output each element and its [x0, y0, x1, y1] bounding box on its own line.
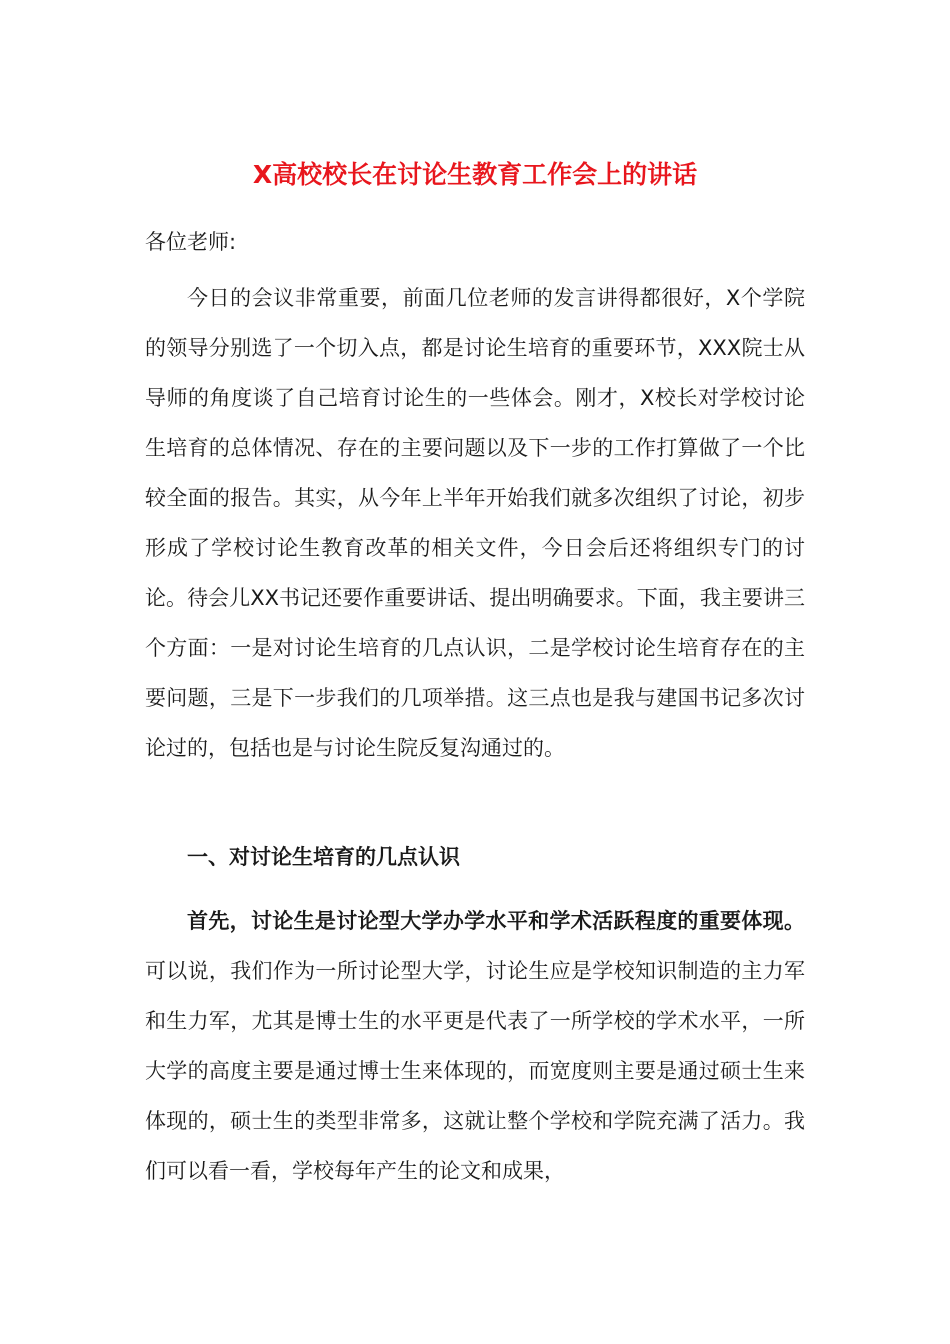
section-heading-1-text: 一、对讨论生培育的几点认识	[187, 845, 460, 869]
paragraph-intro: 今日的会议非常重要，前面几位老师的发言讲得都很好，X个学院的领导分别选了一个切入点，都是讨论生培育的重要环节，XXX院士从导师的角度谈了自己培育讨论生的一些体会。刚才，X校长对学校讨论生培育的总体情况、存在的主要问题以及下一步的工作打算做了一个比较全面的报告。其实，从今年上半年开始我们就多次组织了讨论，初步形成了学校讨论生教育改革的相关文件，今日会后还将组织专门的讨论。待会儿XX书记还要作重要讲话、提出明确要求。下面，我主要讲三个方面：一是对讨论生培育的几点认识，二是学校讨论生培育存在的主要问题，三是下一步我们的几项举措。这三点也是我与建国书记多次讨论过的，包括也是与讨论生院反复沟通过的。	[145, 286, 805, 760]
document-title: X高校校长在讨论生教育工作会上的讲话	[252, 160, 698, 189]
paragraph-first-point-body: 可以说，我们作为一所讨论型大学，讨论生应是学校知识制造的主力军和生力军，尤其是博士生的水平更是代表了一所学校的学术水平，一所大学的高度主要是通过博士生来体现的，而宽度则主要是通过硕士生来体现的，硕士生的类型非常多，这就让整个学校和学院充满了活力。我们可以看一看，学校每年产生的论文和成果，	[145, 959, 805, 1183]
section-heading-1	[145, 832, 805, 882]
paragraph-first-point	[145, 896, 805, 1196]
paragraph-first-point-lead: 首先，讨论生是讨论型大学办学水平和学术活跃程度的重要体现。	[187, 909, 805, 933]
salutation: 各位老师:	[145, 230, 237, 254]
